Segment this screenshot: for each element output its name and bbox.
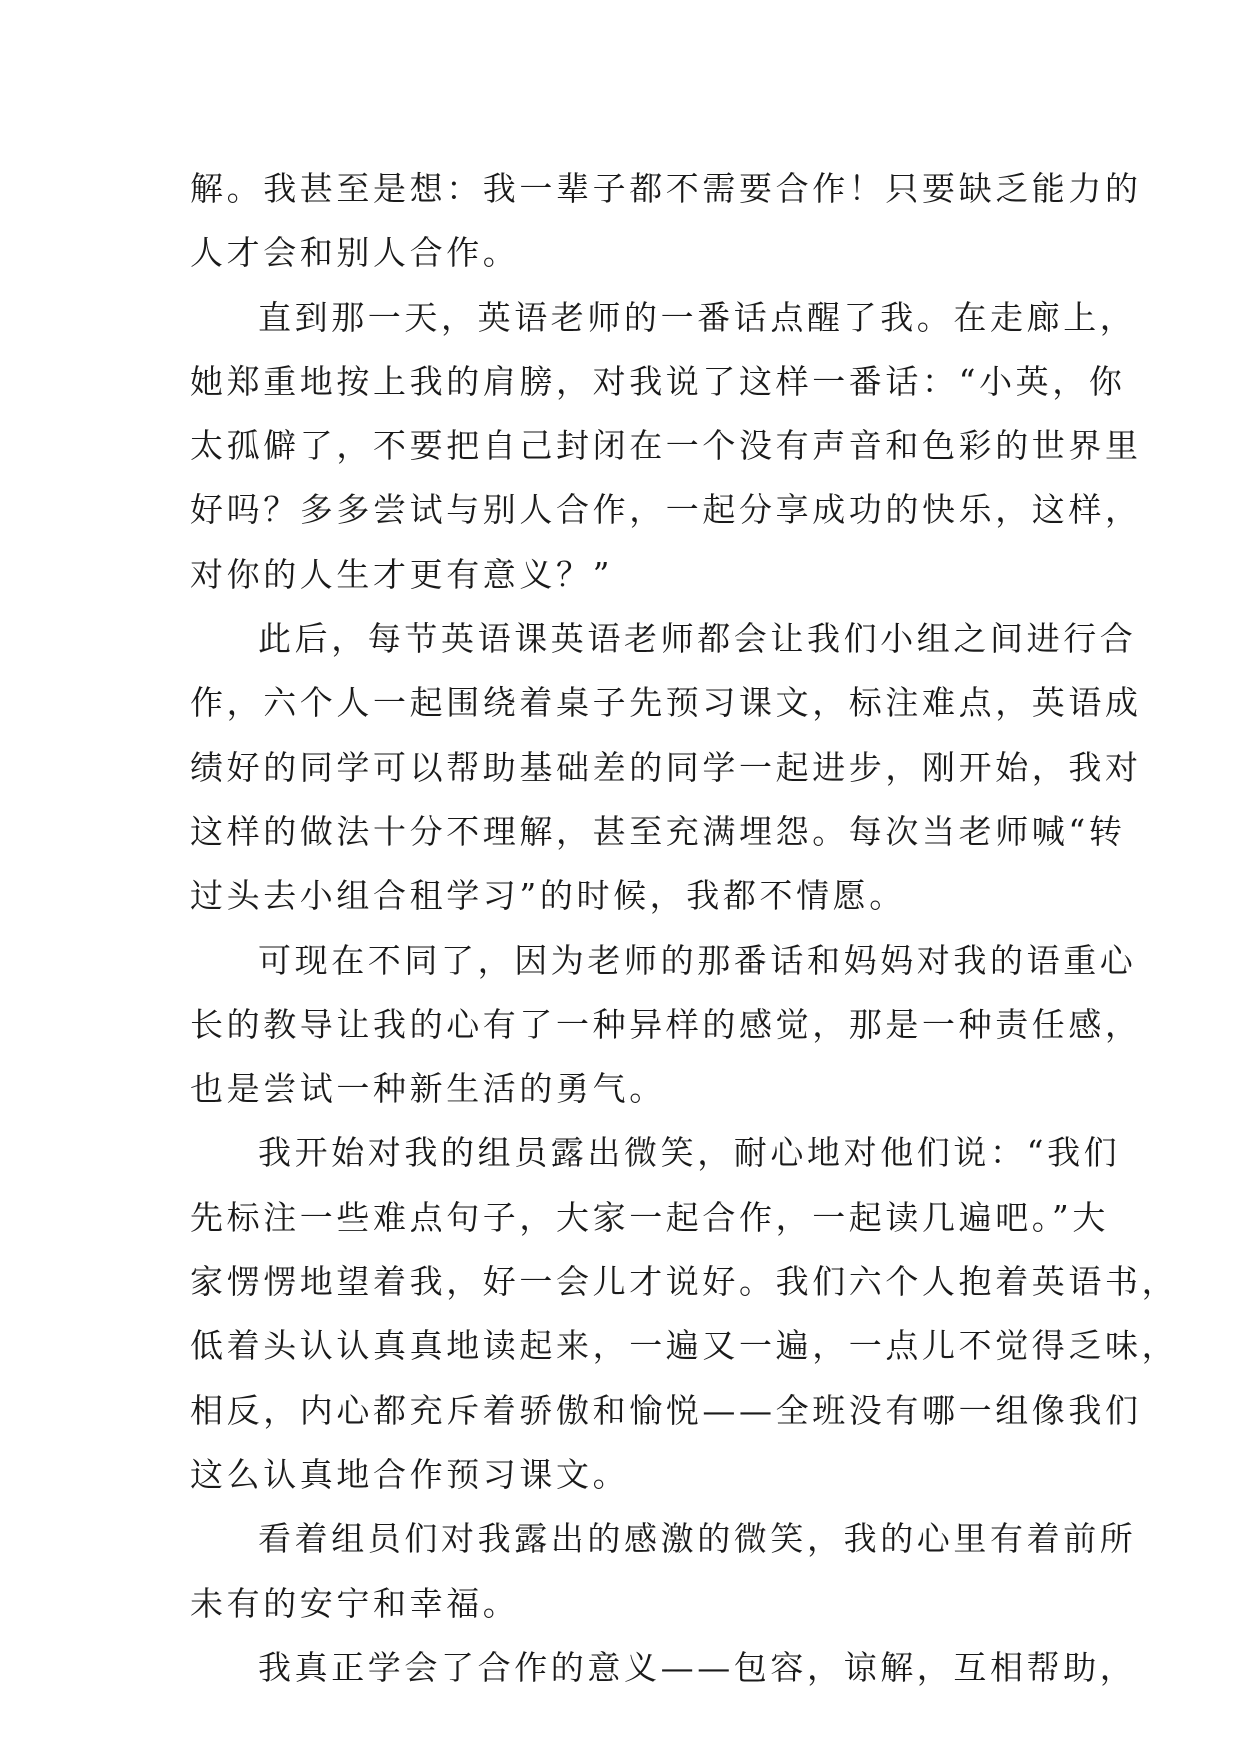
text-line: 这样的做法十分不理解，甚至充满埋怨。每次当老师喊“转 (190, 811, 1126, 851)
paragraph-start-line: 可现在不同了，因为老师的那番话和妈妈对我的语重心 (258, 940, 1137, 980)
text-line: 也是尝试一种新生活的勇气。 (190, 1069, 666, 1109)
text-line: 低着头认认真真地读起来，一遍又一遍，一点儿不觉得乏味， (190, 1326, 1179, 1366)
paragraph-start-line: 看着组员们对我露出的感激的微笑，我的心里有着前所 (258, 1519, 1137, 1559)
paragraph-start-line: 我开始对我的组员露出微笑，耐心地对他们说：“我们 (258, 1133, 1121, 1173)
text-line: 她郑重地按上我的肩膀，对我说了这样一番话：“小英，你 (190, 361, 1126, 401)
text-line: 绩好的同学可以帮助基础差的同学一起进步，刚开始，我对 (190, 747, 1142, 787)
text-line: 未有的安宁和幸福。 (190, 1583, 520, 1623)
text-line: 家愣愣地望着我，好一会儿才说好。我们六个人抱着英语书， (190, 1262, 1179, 1302)
text-line: 太孤僻了，不要把自己封闭在一个没有声音和色彩的世界里 (190, 426, 1142, 466)
text-line: 先标注一些难点句子，大家一起合作，一起读几遍吧。”大 (190, 1197, 1109, 1237)
paragraph-start-line: 此后，每节英语课英语老师都会让我们小组之间进行合 (258, 619, 1137, 659)
paragraph-start-line: 直到那一天，英语老师的一番话点醒了我。在走廊上， (258, 297, 1137, 337)
text-line: 人才会和别人合作。 (190, 233, 520, 273)
text-line: 过头去小组合租学习”的时候，我都不情愿。 (190, 876, 906, 916)
paragraph-start-line: 我真正学会了合作的意义——包容，谅解，互相帮助， (258, 1647, 1137, 1687)
text-line: 作，六个人一起围绕着桌子先预习课文，标注难点，英语成 (190, 683, 1142, 723)
text-line: 对你的人生才更有意义？” (190, 554, 614, 594)
essay-body (190, 157, 1179, 1700)
text-line: 相反，内心都充斥着骄傲和愉悦——全班没有哪一组像我们 (190, 1390, 1142, 1430)
text-line: 好吗？多多尝试与别人合作，一起分享成功的快乐，这样， (190, 490, 1142, 530)
text-line: 长的教导让我的心有了一种异样的感觉，那是一种责任感， (190, 1004, 1142, 1044)
text-line: 解。我甚至是想：我一辈子都不需要合作！只要缺乏能力的 (190, 169, 1142, 208)
text-line: 这么认真地合作预习课文。 (190, 1454, 630, 1494)
